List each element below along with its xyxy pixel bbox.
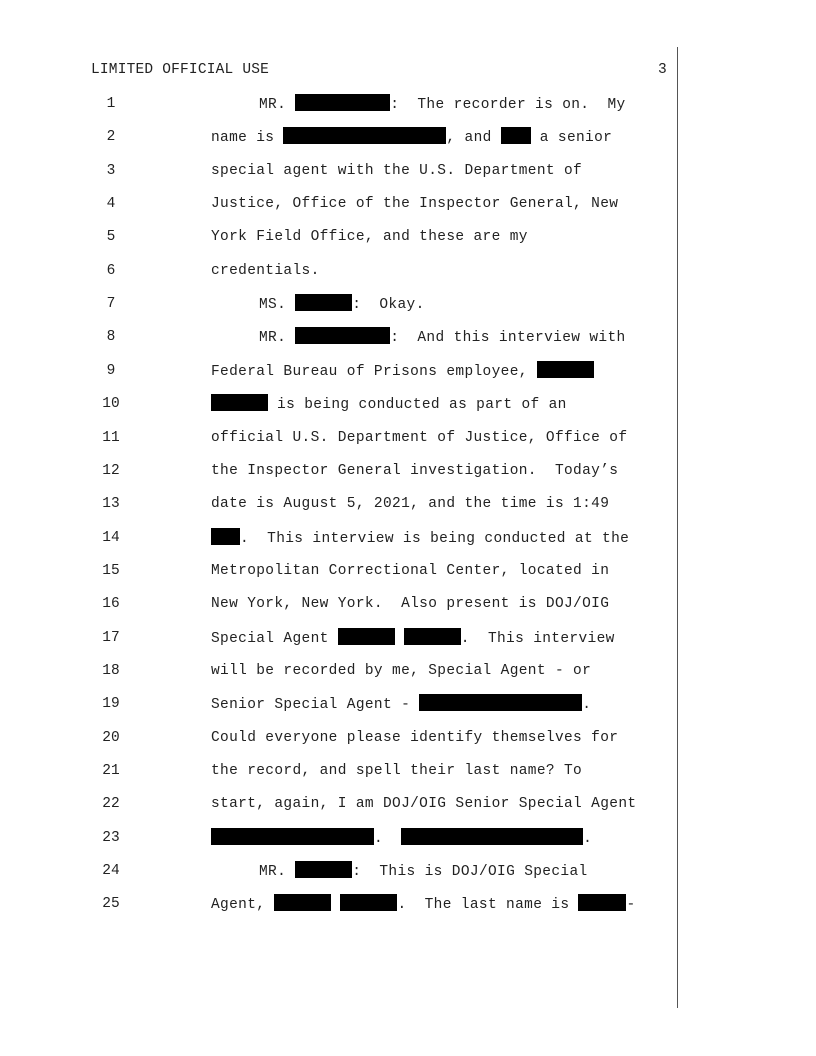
line-text: [211, 261, 320, 281]
text-segment: MR.: [259, 330, 296, 347]
redaction-block: [295, 94, 390, 111]
transcript-line: [0, 94, 700, 114]
text-segment: the Inspector General investigation. Today’s: [211, 462, 619, 479]
line-number: 1: [106, 96, 116, 112]
transcript-line: [0, 361, 700, 381]
line-text: [211, 394, 567, 415]
transcript-line: [0, 761, 700, 781]
transcript-line: [0, 294, 700, 314]
text-segment: the record, and spell their last name? To: [211, 763, 583, 779]
text-segment: Agent,: [211, 897, 275, 914]
line-text: [211, 694, 591, 715]
transcript-line: [0, 227, 700, 247]
redaction-block: [211, 528, 240, 545]
line-text: [211, 894, 636, 915]
text-segment: Senior Special Agent -: [211, 697, 420, 714]
transcript-line: [0, 894, 700, 914]
line-number: 15: [102, 562, 120, 579]
text-segment: MR.: [259, 97, 296, 113]
line-number: 7: [106, 296, 116, 313]
line-text: [211, 494, 609, 514]
line-number: 10: [102, 396, 120, 413]
redaction-block: [537, 361, 594, 378]
line-number: 6: [106, 262, 116, 279]
transcript-line: [0, 327, 700, 347]
transcript-line: [0, 428, 700, 448]
text-segment: Justice, Office of the Inspector General, New: [211, 196, 619, 213]
redaction-block: [211, 394, 268, 411]
redaction-block: [283, 127, 446, 144]
text-segment: Metropolitan Correctional Center, located in: [211, 562, 610, 579]
transcript-line: [0, 794, 700, 814]
text-segment: . This interview is being conducted at the: [240, 530, 630, 547]
text-segment: : This is DOJ/OIG Special: [352, 864, 588, 881]
text-segment: credentials.: [211, 262, 320, 279]
line-text: [211, 594, 609, 614]
transcript-line: [0, 728, 700, 748]
text-segment: : And this interview with: [390, 330, 626, 347]
transcript-line: [0, 861, 700, 881]
redaction-block: [274, 894, 331, 911]
line-number: 21: [102, 763, 120, 779]
text-segment: MR.: [259, 864, 296, 881]
text-segment: : Okay.: [352, 297, 425, 314]
line-text: [259, 94, 626, 115]
line-text: [211, 561, 609, 581]
text-segment: Federal Bureau of Prisons employee,: [211, 363, 537, 380]
transcript-line: [0, 561, 700, 581]
redaction-block: [295, 861, 352, 878]
line-number: 17: [102, 629, 120, 646]
text-segment: a senior: [530, 130, 613, 147]
line-text: [211, 127, 612, 148]
header-classification: LIMITED OFFICIAL USE: [91, 62, 270, 78]
text-segment: : The recorder is on. My: [390, 97, 626, 113]
line-number: 16: [102, 596, 120, 613]
line-number: 9: [106, 362, 116, 379]
text-segment: date is August 5, 2021, and the time is 1:49: [211, 496, 610, 513]
line-number: 23: [102, 829, 120, 846]
text-segment: , and: [446, 130, 501, 147]
transcript-line: [0, 461, 700, 481]
line-number: 22: [102, 796, 120, 813]
line-text: [211, 194, 618, 214]
transcript-line: [0, 394, 700, 414]
transcript-line: [0, 828, 700, 848]
redaction-block: [404, 628, 461, 645]
transcript-line: [0, 628, 700, 648]
line-text: [259, 327, 626, 348]
text-segment: Could everyone please identify themselves for: [211, 729, 619, 746]
text-segment: Special Agent: [211, 630, 338, 647]
redaction-block: [401, 828, 583, 845]
redaction-block: [295, 327, 390, 344]
transcript-line: [0, 194, 700, 214]
line-text: [211, 628, 615, 649]
line-text: [211, 661, 591, 681]
transcript-line: [0, 661, 700, 681]
transcript-line: [0, 594, 700, 614]
line-text: [211, 761, 582, 781]
transcript-line: [0, 261, 700, 281]
line-text: [259, 294, 425, 315]
line-text: [259, 861, 588, 882]
text-segment: .: [582, 697, 592, 714]
line-number: 12: [102, 462, 120, 479]
text-segment: -: [626, 897, 636, 914]
line-number: 8: [106, 329, 116, 346]
line-number: 24: [102, 863, 120, 880]
line-number: 25: [102, 896, 120, 913]
transcript-line: [0, 127, 700, 147]
text-segment: start, again, I am DOJ/OIG Senior Special Agent: [211, 796, 637, 813]
transcript-line: [0, 694, 700, 714]
text-segment: .: [374, 830, 402, 847]
text-segment: . This interview: [460, 630, 615, 647]
page-number: 3: [658, 62, 667, 78]
text-segment: is being conducted as part of an: [268, 397, 567, 414]
text-segment: New York, New York. Also present is DOJ/OIG: [211, 596, 610, 613]
text-segment: [331, 897, 340, 913]
line-number: 20: [102, 729, 120, 746]
line-number: 18: [102, 662, 120, 679]
text-segment: .: [583, 830, 593, 847]
line-number: 19: [102, 696, 120, 713]
redaction-block: [295, 294, 352, 311]
line-text: [211, 227, 528, 247]
text-segment: MS.: [259, 297, 296, 314]
line-text: [211, 728, 618, 748]
line-text: [211, 428, 627, 448]
text-segment: will be recorded by me, Special Agent - or: [211, 662, 592, 679]
text-segment: official U.S. Department of Justice, Office of: [211, 429, 628, 446]
line-text: [211, 794, 636, 814]
line-number: 14: [102, 529, 120, 546]
line-number: 4: [106, 196, 116, 213]
line-text: [211, 361, 594, 382]
text-segment: special agent with the U.S. Department of: [211, 162, 583, 179]
redaction-block: [419, 694, 582, 711]
transcript-line: [0, 494, 700, 514]
text-segment: name is: [211, 130, 284, 147]
redaction-block: [578, 894, 626, 911]
transcript-line: [0, 528, 700, 548]
line-number: 13: [102, 496, 120, 513]
redaction-block: [211, 828, 374, 845]
redaction-block: [340, 894, 397, 911]
line-number: 2: [106, 129, 116, 146]
text-segment: . The last name is: [397, 897, 579, 914]
line-number: 5: [106, 229, 116, 246]
line-text: [211, 161, 582, 181]
line-text: [211, 528, 629, 549]
line-text: [211, 828, 592, 849]
line-text: [211, 461, 618, 481]
line-number: 11: [102, 429, 120, 446]
text-segment: York Field Office, and these are my: [211, 229, 528, 246]
transcript-line: [0, 161, 700, 181]
line-number: 3: [106, 162, 116, 179]
text-segment: [395, 631, 404, 647]
redaction-block: [501, 127, 531, 144]
redaction-block: [338, 628, 395, 645]
